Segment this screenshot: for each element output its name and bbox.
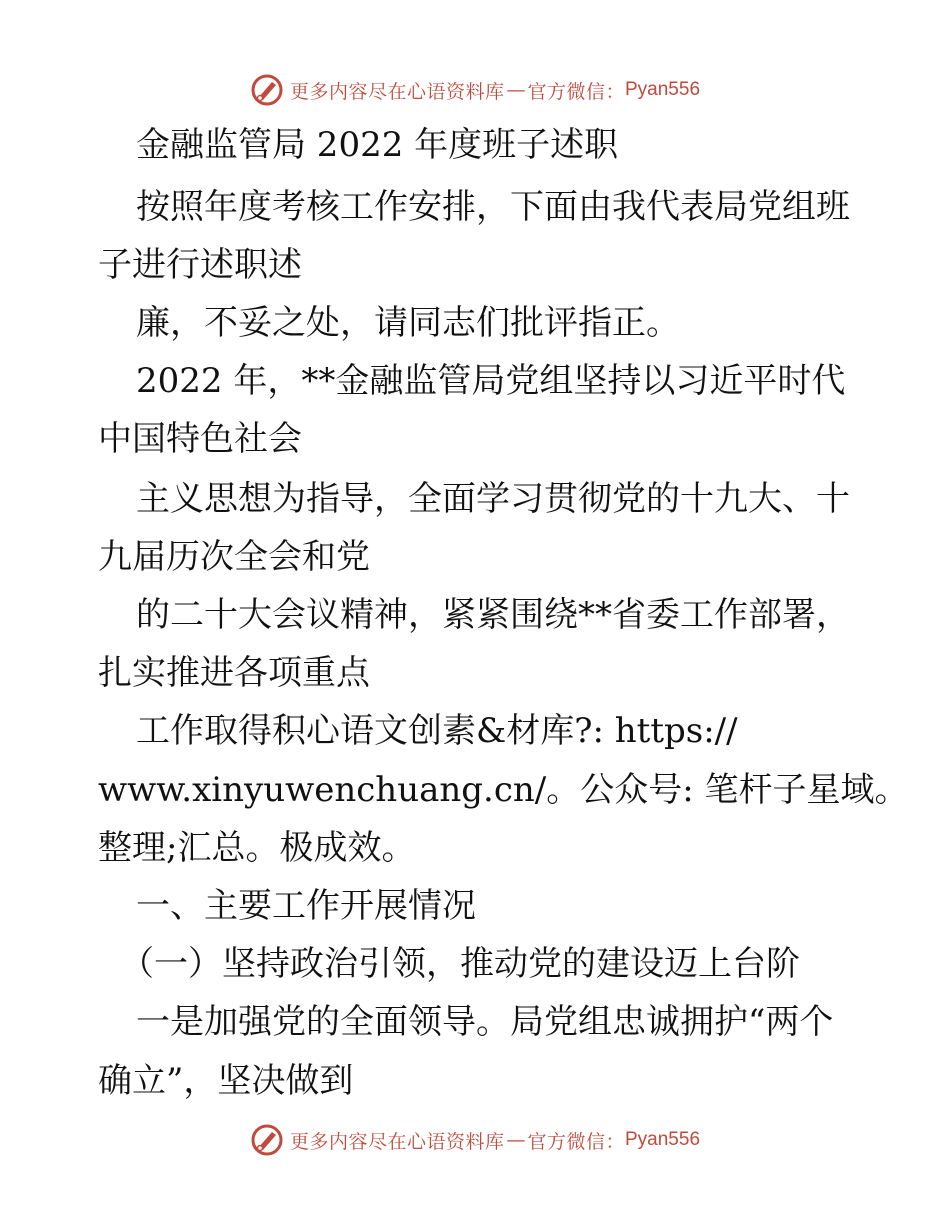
header-watermark-banner — [0, 70, 950, 110]
paragraph-line: 九届历次全会和党 — [98, 537, 370, 577]
paragraph-line: 2022 年，**金融监管局党组坚持以习近平时代 — [136, 361, 846, 401]
section-heading: 一、主要工作开展情况 — [136, 886, 476, 926]
paragraph-line: www.xinyuwenchuang.cn/。公众号: 笔杆子星域。 — [98, 770, 909, 810]
banner-wechat-id: Pyan556 — [625, 1129, 701, 1150]
paragraph-line: 工作取得积心语文创素&材库?: https:// — [136, 711, 738, 751]
banner-text: 更多内容尽在心语资料库 — [289, 1130, 505, 1153]
subsection-heading: （一）坚持政治引领，推动党的建设迈上台阶 — [120, 944, 800, 984]
paragraph-line: 子进行述职述 — [98, 245, 302, 285]
paragraph-line: 廉，不妥之处，请同志们批评指正。 — [136, 303, 680, 343]
banner-contact-label: 官方微信： — [527, 80, 625, 103]
banner-contact-label: 官方微信： — [527, 1130, 625, 1153]
footer-watermark-banner — [0, 1120, 950, 1160]
paragraph-line: 按照年度考核工作安排，下面由我代表局党组班 — [136, 187, 850, 227]
paragraph-line: 一是加强党的全面领导。局党组忠诚拥护“两个 — [136, 1002, 834, 1042]
paragraph-line: 确立”，坚决做到 — [98, 1061, 354, 1101]
doc-title: 金融监管局 2022 年度班子述职 — [136, 125, 619, 165]
banner-separator: — — [506, 79, 526, 101]
paragraph-line: 的二十大会议精神，紧紧围绕**省委工作部署， — [136, 595, 850, 635]
paragraph-line: 整理;汇总。极成效。 — [98, 828, 416, 868]
paragraph-line: 中国特色社会 — [98, 419, 302, 459]
paragraph-line: 主义思想为指导，全面学习贯彻党的十九大、十 — [136, 479, 850, 519]
pen-logo-icon — [250, 73, 284, 107]
pen-logo-icon — [250, 1123, 284, 1157]
paragraph-line: 扎实推进各项重点 — [98, 653, 370, 693]
banner-text: 更多内容尽在心语资料库 — [289, 80, 505, 103]
banner-separator: — — [506, 1129, 526, 1151]
banner-wechat-id: Pyan556 — [625, 79, 701, 100]
